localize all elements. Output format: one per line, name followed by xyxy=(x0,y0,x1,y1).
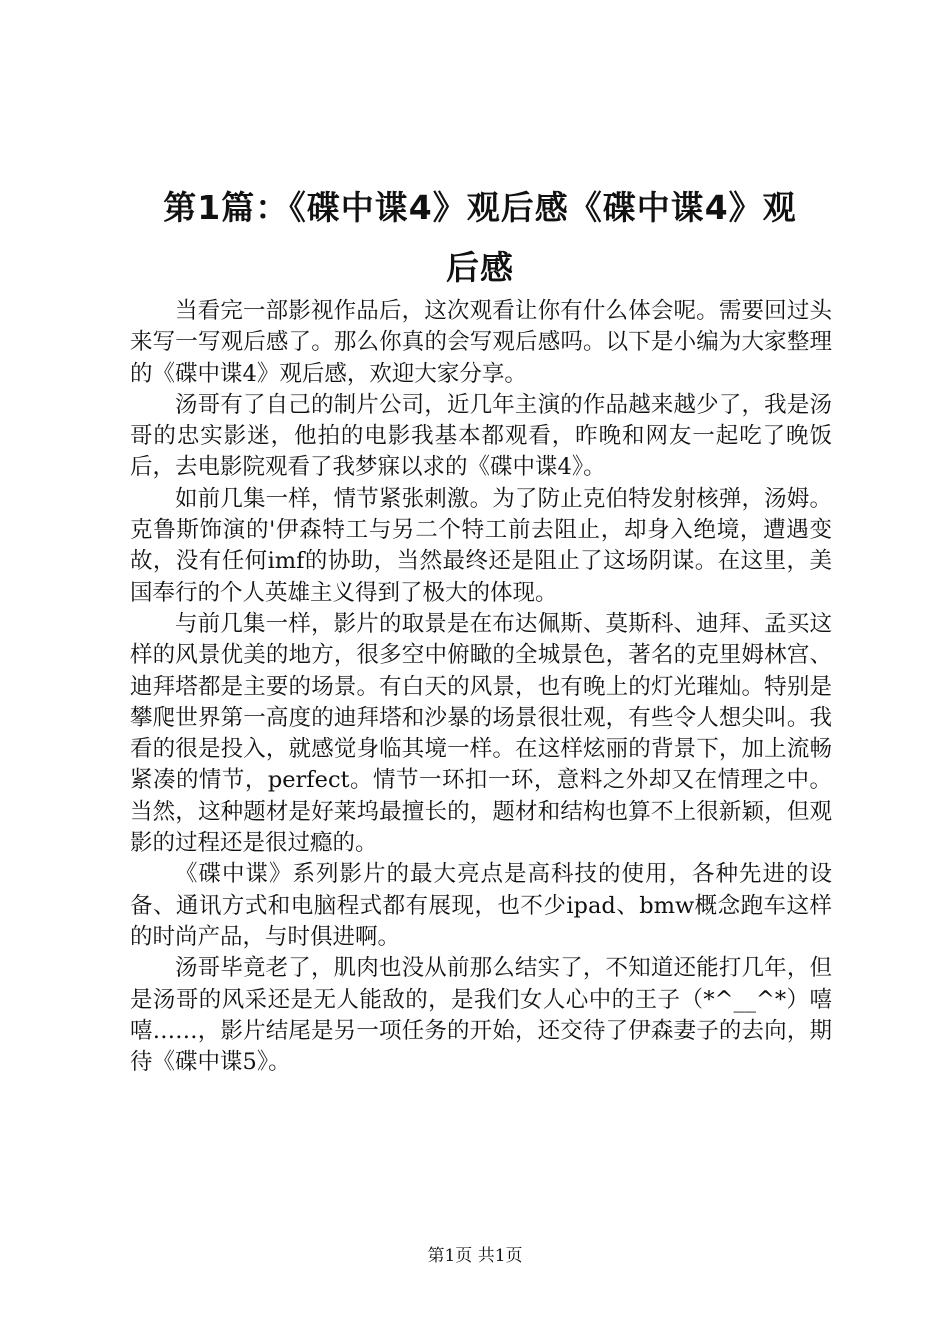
paragraph-plot: 如前几集一样，情节紧张刺激。为了防止克伯特发射核弹，汤姆。克鲁斯饰演的'伊森特工与另二个特工前去阻止，却身入绝境，遭遇变故，没有任何imf的协助，当然最终还是阻止了这场阴谋。在这里，美国奉行的个人英雄主义得到了极大的体现。 xyxy=(130,485,832,606)
title-line-2: 后感 xyxy=(446,248,514,287)
paragraph-technology: 《碟中谍》系列影片的最大亮点是高科技的使用，各种先进的设备、通讯方式和电脑程式都有展现，也不少ipad、bmw概念跑车这样的时尚产品，与时俱进啊。 xyxy=(130,861,832,950)
paragraph-scenery: 与前几集一样，影片的取景是在布达佩斯、莫斯科、迪拜、孟买这样的风景优美的地方，很多空中俯瞰的全城景色，著名的克里姆林宫、迪拜塔都是主要的场景。有白天的风景，也有晚上的灯光璀灿。特别是攀爬世界第一高度的迪拜塔和沙暴的场景很壮观，有些令人想尖叫。我看的很是投入，就感觉身临其境一样。在这样炫丽的背景下，加上流畅紧凑的情节，perfect。情节一环扣一环，意料之外却又在情理之中。当然，这种题材是好莱坞最擅长的，题材和结构也算不上很新颖，但观影的过程还是很过瘾的。 xyxy=(130,610,832,857)
paragraph-tom-company: 汤哥有了自己的制片公司，近几年主演的作品越来越少了，我是汤哥的忠实影迷，他拍的电影我基本都观看，昨晚和网友一起吃了晚饭后，去电影院观看了我梦寐以求的《碟中谍4》。 xyxy=(130,391,832,481)
document-body xyxy=(130,296,832,1078)
title-line-1: 第1篇：《碟中谍4》观后感《碟中谍4》观 xyxy=(163,188,797,227)
page-footer: 第1页 共1页 xyxy=(427,1246,523,1266)
document-title xyxy=(130,178,830,298)
paragraph-conclusion: 汤哥毕竟老了，肌肉也没从前那么结实了，不知道还能打几年，但是汤哥的风采还是无人能敌的，是我们女人心中的王子（*^__^*）嘻嘻……，影片结尾是另一项任务的开始，还交待了伊森妻子的去向，期待《碟中谍5》。 xyxy=(130,955,832,1076)
paragraph-intro: 当看完一部影视作品后，这次观看让你有什么体会呢。需要回过头来写一写观后感了。那么你真的会写观后感吗。以下是小编为大家整理的《碟中谍4》观后感，欢迎大家分享。 xyxy=(130,298,832,387)
